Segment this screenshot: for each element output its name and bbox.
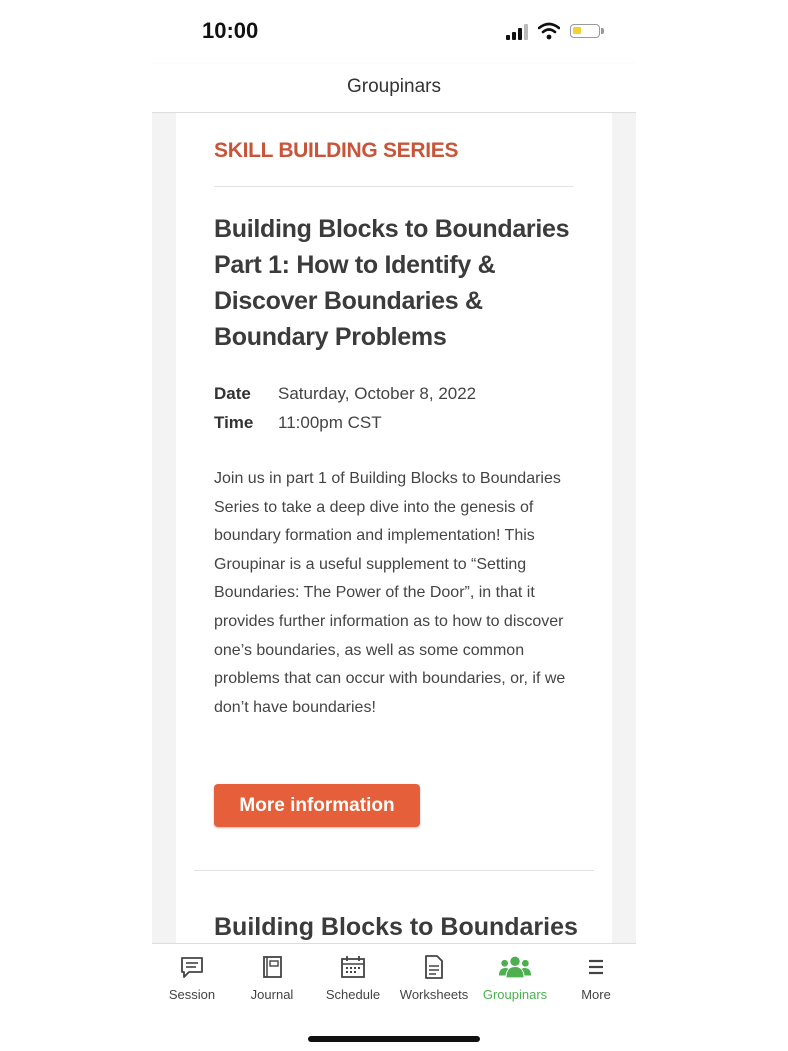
menu-icon (583, 954, 609, 980)
group-icon (499, 954, 531, 980)
event-title: Building Blocks to Boundaries Part 1: How to Identify & Discover Boundaries & Boundary Problems (214, 215, 570, 351)
tab-groupinars[interactable] (475, 954, 555, 1002)
divider (214, 186, 574, 187)
tab-label: Schedule (325, 987, 381, 1002)
tab-bar (152, 943, 636, 1051)
navigation-bar (152, 64, 636, 113)
time-label: Time (214, 413, 254, 432)
event-description: Join us in part 1 of Building Blocks to Boundaries Series to take a deep dive into the genesis of boundary formation and implementation! This Groupinar is a useful supplement to “Setting Boundaries: The Power of the Door”, in that it provides further information as to how to discover one’s boundaries, as well as some common problems that can occur with boundaries, or, if we don’t have boundaries! (214, 470, 566, 716)
tab-schedule[interactable] (313, 954, 393, 1002)
event-meta (214, 379, 476, 437)
scroll-content[interactable] (152, 113, 636, 943)
date-value: Saturday, October 8, 2022 (278, 384, 477, 403)
tab-label: Session (168, 987, 216, 1002)
document-icon (421, 954, 447, 980)
cellular-signal-icon (506, 24, 528, 40)
tab-session[interactable] (152, 954, 232, 1002)
divider (194, 870, 594, 871)
wifi-icon (538, 22, 560, 40)
tab-journal[interactable] (232, 954, 312, 1002)
phone-screen (152, 0, 636, 1051)
series-label: SKILL BUILDING SERIES (214, 139, 459, 162)
tab-worksheets[interactable] (394, 954, 474, 1002)
status-bar (152, 0, 636, 64)
tab-label: Worksheets (399, 987, 469, 1002)
tab-label: More (581, 987, 611, 1002)
page-title: Groupinars (347, 76, 441, 97)
tab-more[interactable] (556, 954, 636, 1002)
chat-icon (179, 954, 205, 980)
battery-icon (570, 24, 600, 38)
tab-label: Journal (250, 987, 294, 1002)
date-label: Date (214, 384, 251, 403)
time-value: 11:00pm CST (278, 413, 382, 432)
more-information-button[interactable]: More information (214, 784, 420, 827)
status-time: 10:00 (202, 18, 259, 43)
calendar-icon (340, 954, 366, 980)
event-card (176, 113, 612, 943)
next-event-title: Building Blocks to Boundaries (214, 913, 578, 941)
tab-label: Groupinars (482, 987, 548, 1002)
notebook-icon (259, 954, 285, 980)
home-indicator[interactable] (308, 1036, 480, 1042)
